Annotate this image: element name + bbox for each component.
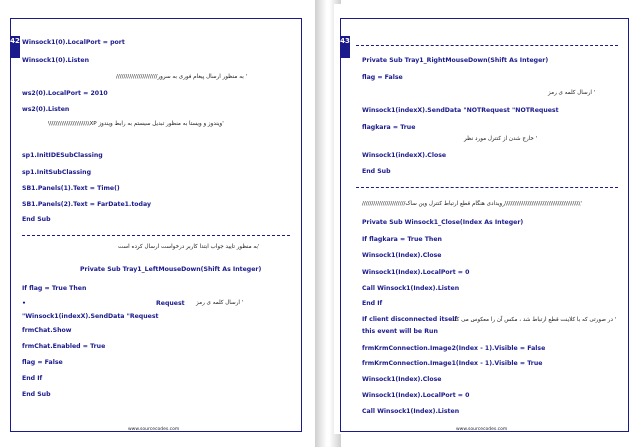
code-line: flag = False <box>22 359 63 366</box>
left-page-frame <box>10 18 302 432</box>
code-line: Private Sub Winsock1_Close(Index As Integer) <box>362 219 524 226</box>
code-line: If flagkara = True Then <box>362 236 442 243</box>
page-footer: www.sourcecodes.com <box>128 427 180 432</box>
right-page-number: 43 <box>340 36 350 58</box>
code-line: End Sub <box>362 168 391 175</box>
code-line: "Winsock1(indexX).SendData "Request <box>22 313 159 320</box>
code-line: Call Winsock1(Index).Listen <box>362 285 460 292</box>
separator-line <box>22 235 290 236</box>
code-line: ws2(0).Listen <box>22 106 70 113</box>
code-line: End Sub <box>22 216 51 223</box>
code-line: frmChat.Enabled = True <box>22 343 106 350</box>
code-line: Call Winsock1(Index).Listen <box>362 408 460 415</box>
comment-line: //////////////////////به منظور ارسال پیغام فوری به سرور ' <box>116 74 248 80</box>
code-line: End If <box>22 375 43 382</box>
code-line: Private Sub Tray1_RightMouseDown(Shift As Integer) <box>362 57 549 64</box>
comment-line: در صورتی که با کلاینت قطع ارتباط شد ، مکس آن را معکوس می کند ' <box>452 317 617 323</box>
code-line: flagkara = True <box>362 124 416 131</box>
left-page <box>8 4 308 434</box>
code-line: Request <box>156 300 185 307</box>
code-line: frmKrmConnection.Image2(Index - 1).Visible = False <box>362 345 546 352</box>
code-line: If flag = True Then <box>22 285 87 292</box>
code-line: If client disconnected itself <box>362 316 458 323</box>
code-line: frmChat.Show <box>22 327 72 334</box>
code-line: Winsock1(Index).Close <box>362 252 442 259</box>
code-line: Winsock1(0).Listen <box>22 57 89 64</box>
code-line: sp1.InitSubClassing <box>22 169 92 176</box>
left-page-number: 42 <box>10 36 20 58</box>
code-line: SB1.Panels(1).Text = Time() <box>22 185 120 192</box>
code-line: Winsock1(Index).Close <box>362 376 442 383</box>
code-line: End Sub <box>22 391 51 398</box>
code-line: Winsock1(Index).LocalPort = 0 <box>362 392 470 399</box>
code-line: this event will be Run <box>362 328 438 335</box>
code-line: End If <box>362 300 383 307</box>
separator-line <box>356 45 618 46</box>
comment-line: ارسال کلمه ی رمز ' <box>548 90 596 96</box>
code-line: sp1.InitIDESubClassing <box>22 152 103 159</box>
code-line: ws2(0).LocalPort = 2010 <box>22 90 108 97</box>
comment-line: به منظور تایید جواب ابتدا کاربر درخواست ارسال کرده است' <box>118 244 260 250</box>
code-line: SB1.Panels(2).Text = FarDate1.today <box>22 201 151 208</box>
bullet: • <box>22 300 26 307</box>
comment-line: ارسال کلمه ی رمز ' <box>196 300 244 306</box>
right-page <box>334 4 632 434</box>
code-line: Winsock1(Index).LocalPort = 0 <box>362 269 470 276</box>
code-line: frmKrmConnection.Image1(Index - 1).Visible = True <box>362 360 543 367</box>
separator-line <box>356 187 618 188</box>
page-footer: www.sourcecodes.com <box>456 427 508 432</box>
code-line: Winsock1(0).LocalPort = port <box>22 39 125 46</box>
code-line: flag = False <box>362 74 403 81</box>
code-line: Winsock1(indexX).Close <box>362 152 447 159</box>
code-line: Private Sub Tray1_LeftMouseDown(Shift As Integer) <box>80 266 262 273</box>
code-line: Winsock1(indexX).SendData "NOTRequest "NOTRequest <box>362 107 559 114</box>
comment-line: \\\\\\\\\\\\\\\\\\\\\\XP ویندوز و ویستا به منظور تبدیل سیستم به رابط ویندوز' <box>48 121 224 127</box>
comment-line: خارج شدن از کنترل مورد نظر ' <box>464 136 538 142</box>
comment-line: ///////////////////////رویدادی هنگام قطع ارتباط کنترل وین ساک\\\\\\\\\\\\\\\\\\\\\\\\\\\\\\\\\\\\\\\\' <box>362 201 582 207</box>
